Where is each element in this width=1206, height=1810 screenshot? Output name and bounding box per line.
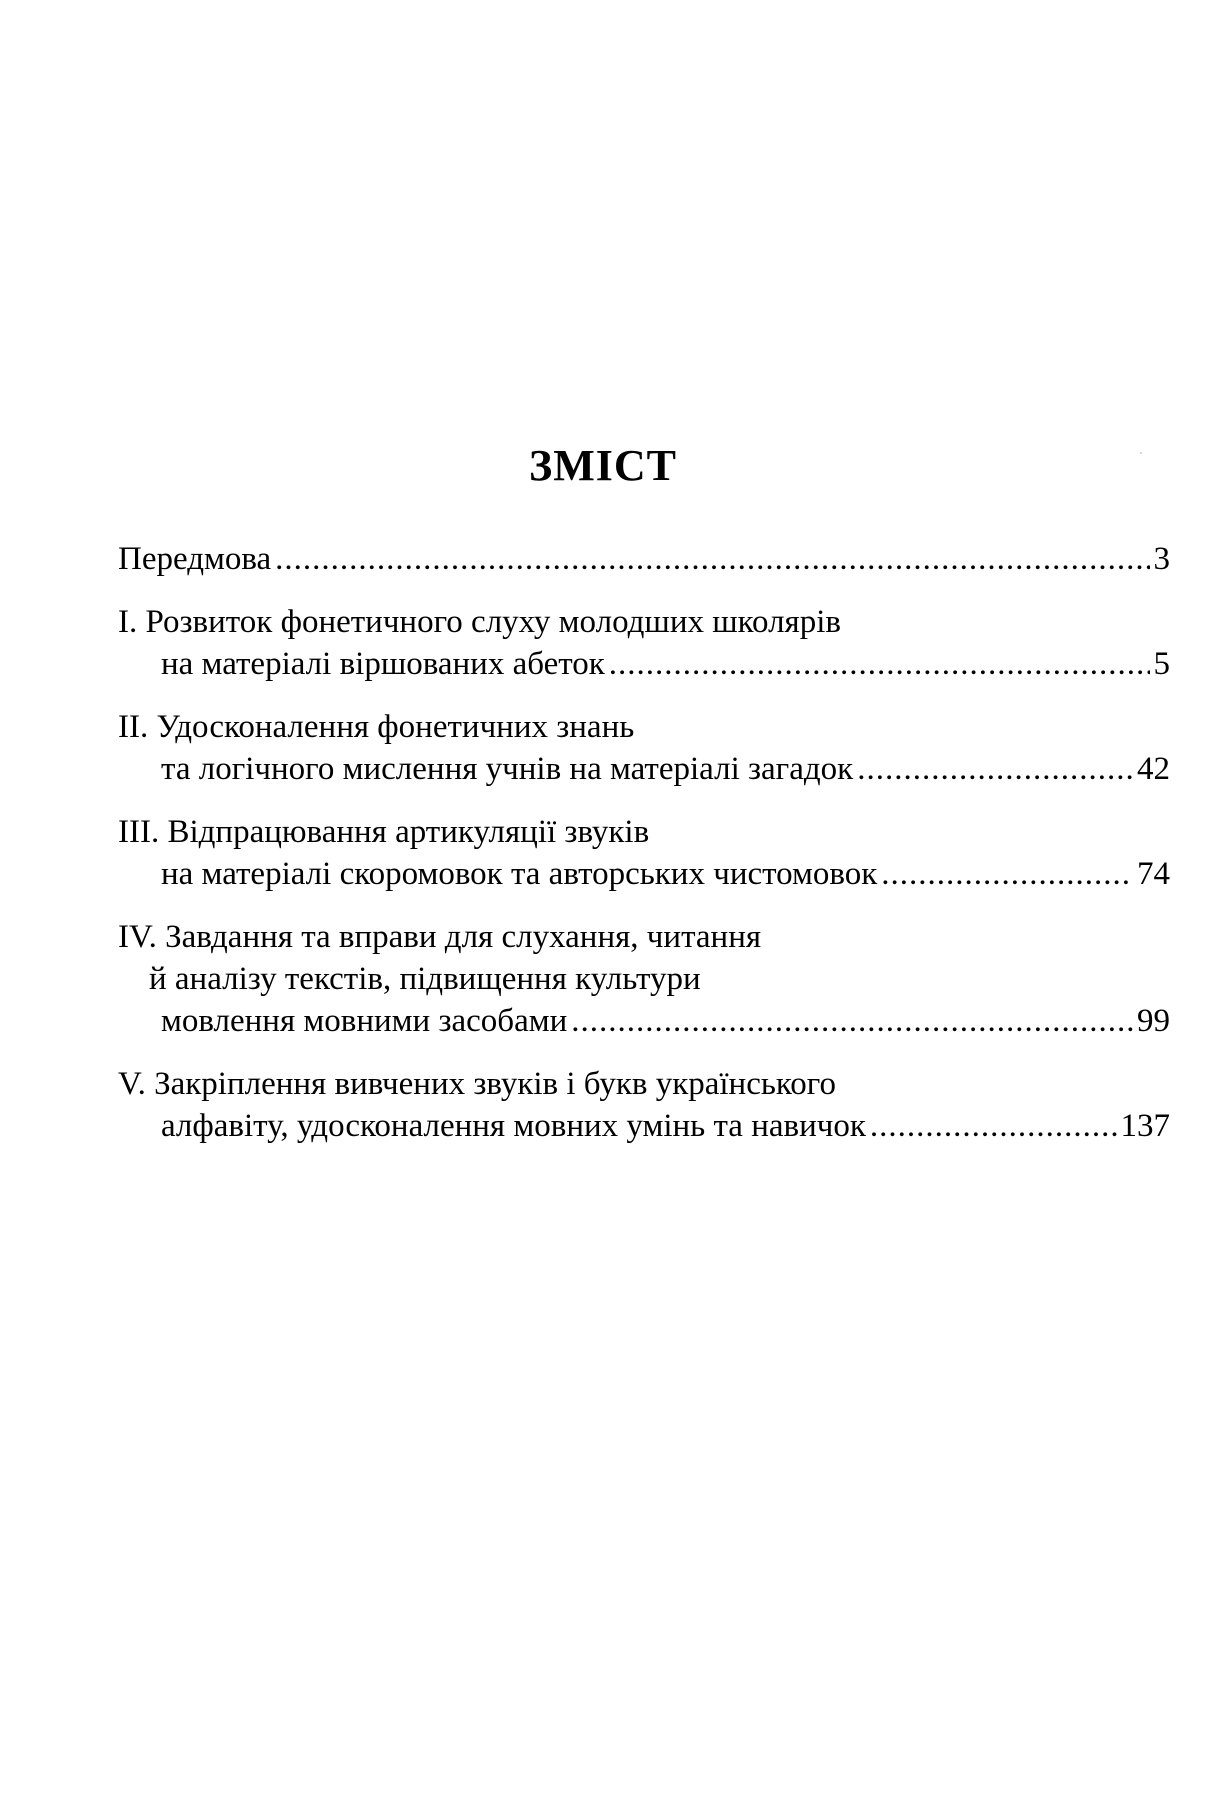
toc-line (118, 811, 1170, 853)
toc-page-number: 5 (1153, 646, 1170, 682)
dot-leader (870, 1105, 1117, 1147)
toc-line (118, 1000, 1170, 1042)
toc-line (118, 748, 1170, 790)
toc-page-number: 42 (1137, 751, 1170, 787)
toc-line (118, 538, 1170, 580)
table-of-contents (118, 538, 1170, 1147)
toc-entry-title-cont: алфавіту, удосконалення мовних умінь та навичок (161, 1108, 866, 1144)
toc-entry-title: I. Розвиток фонетичного слуху молодших школярів (118, 604, 841, 640)
toc-entry-title-cont: на матеріалі віршованих абеток (161, 646, 605, 682)
toc-line (118, 706, 1170, 748)
toc-entry-section-5[interactable] (118, 1063, 1170, 1147)
dot-leader (857, 748, 1133, 790)
toc-page-number: 3 (1153, 541, 1170, 577)
toc-line (118, 601, 1170, 643)
toc-line (118, 958, 1170, 1000)
toc-entry-title: II. Удосконалення фонетичних знань (118, 709, 635, 745)
toc-line (118, 643, 1170, 685)
toc-line (118, 853, 1170, 895)
page-title: ЗМІСТ (529, 441, 677, 490)
dot-leader (609, 643, 1150, 685)
toc-entry-title-cont: та логічного мислення учнів на матеріалі загадок (161, 751, 854, 787)
toc-entry-preface[interactable] (118, 538, 1170, 580)
toc-page-number: 137 (1120, 1108, 1170, 1144)
toc-entry-title: V. Закріплення вивчених звуків і букв українського (118, 1066, 836, 1102)
toc-line (118, 916, 1170, 958)
toc-entry-section-4[interactable] (118, 916, 1170, 1042)
toc-page-number: 74 (1137, 856, 1170, 892)
toc-line (118, 1105, 1170, 1147)
toc-entry-title-cont: й аналізу текстів, підвищення культури (149, 961, 701, 997)
toc-entry-title-cont: на матеріалі скоромовок та авторських чистомовок (161, 856, 878, 892)
dot-leader (275, 538, 1149, 580)
toc-entry-section-2[interactable] (118, 706, 1170, 790)
dot-leader (881, 853, 1133, 895)
toc-entry-title: Передмова (118, 541, 272, 577)
toc-entry-title: IV. Завдання та вправи для слухання, читання (118, 919, 762, 955)
toc-entry-section-3[interactable] (118, 811, 1170, 895)
toc-entry-section-1[interactable] (118, 601, 1170, 685)
toc-line (118, 1063, 1170, 1105)
toc-page-number: 99 (1137, 1003, 1170, 1039)
toc-entry-title-cont: мовлення мовними засобами (161, 1003, 568, 1039)
dot-leader (571, 1000, 1133, 1042)
toc-entry-title: III. Відпрацювання артикуляції звуків (118, 814, 650, 850)
